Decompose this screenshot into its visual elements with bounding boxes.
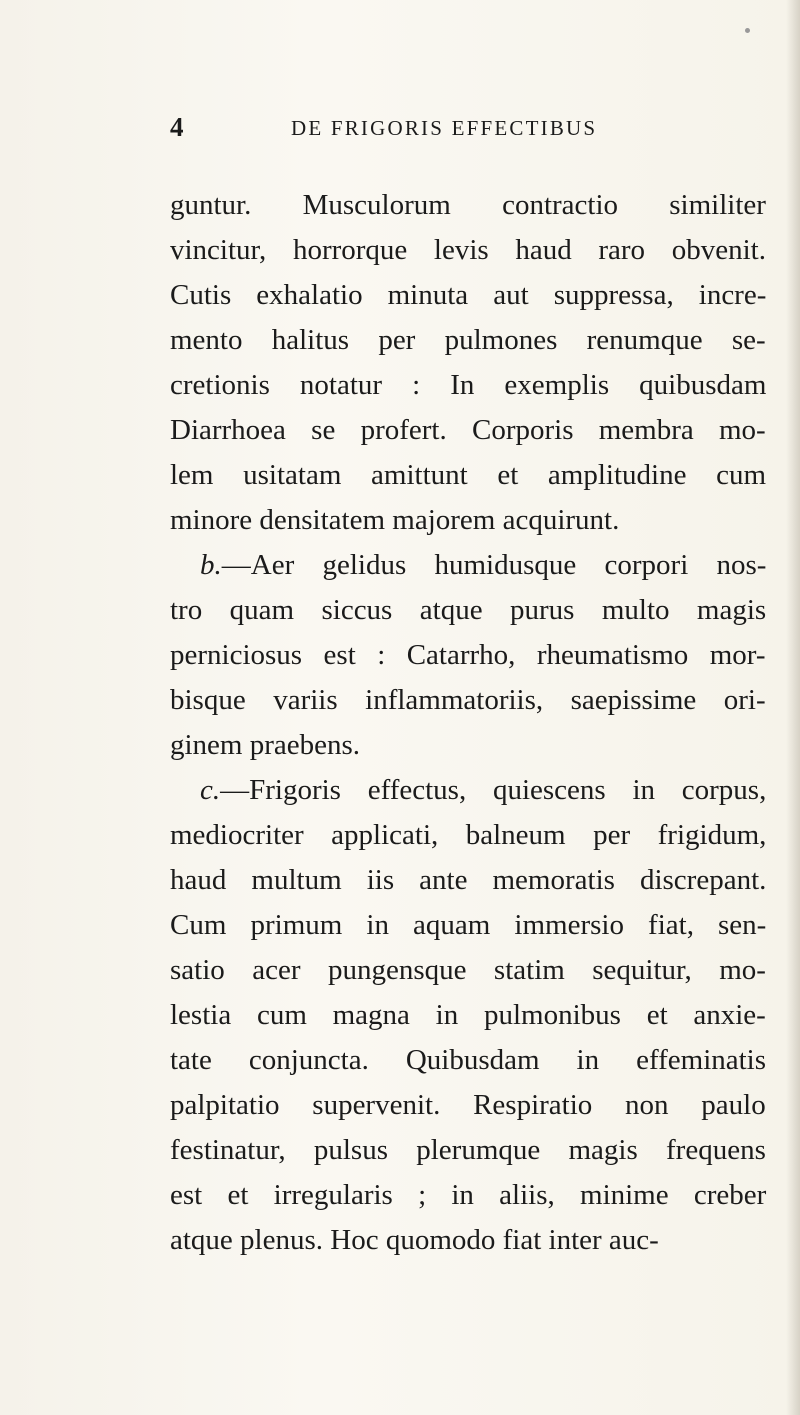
page-number: 4 (170, 112, 184, 142)
text-line: tro quam siccus atque purus multo magis (170, 594, 767, 626)
text-line: tate conjuncta. Quibusdam in effeminatis (170, 1044, 767, 1076)
text-line: mento halitus per pulmones renumque se- (170, 324, 766, 356)
running-head (0, 112, 800, 142)
text-line: vincitur, horrorque levis haud raro obvenit. (170, 234, 766, 266)
running-title: DE FRIGORIS EFFECTIBUS (291, 116, 598, 140)
paper-speck (745, 28, 750, 33)
text-line: satio acer pungensque statim sequitur, mo- (170, 954, 766, 986)
text-line: perniciosus est : Catarrho, rheumatismo mor- (170, 639, 766, 671)
text-line: Cum primum in aquam immersio fiat, sen- (170, 909, 767, 941)
section-mark-b: b. (200, 549, 222, 581)
text-line: atque plenus. Hoc quomodo fiat inter auc- (170, 1224, 659, 1256)
paragraph-start-c (200, 773, 766, 809)
text-line: Diarrhoea se profert. Corporis membra mo- (170, 414, 766, 446)
text-line: haud multum iis ante memoratis discrepant. (170, 864, 767, 896)
text-line: Cutis exhalatio minuta aut suppressa, incre- (170, 279, 767, 311)
text-line: —Aer gelidus humidusque corpori nos- (221, 549, 767, 581)
text-line: festinatur, pulsus plerumque magis frequens (170, 1134, 766, 1166)
text-line: cretionis notatur : In exemplis quibusdam (170, 369, 767, 401)
text-line: —Frigoris effectus, quiescens in corpus, (220, 774, 767, 806)
text-line: lestia cum magna in pulmonibus et anxie- (170, 999, 766, 1031)
paragraph-start-b (200, 548, 766, 584)
text-line: palpitatio supervenit. Respiratio non paulo (170, 1089, 766, 1121)
text-line: est et irregularis ; in aliis, minime creber (170, 1179, 767, 1211)
section-mark-c: c. (200, 774, 221, 806)
text-line: lem usitatam amittunt et amplitudine cum (170, 459, 767, 491)
text-line: bisque variis inflammatoriis, saepissime ori- (170, 684, 766, 716)
page-edge-shadow (786, 0, 800, 1415)
text-line: mediocriter applicati, balneum per frigidum, (170, 819, 767, 851)
text-line: guntur. Musculorum contractio similiter (170, 189, 766, 221)
text-line: minore densitatem majorem acquirunt. (170, 504, 620, 536)
text-line: ginem praebens. (170, 729, 361, 761)
